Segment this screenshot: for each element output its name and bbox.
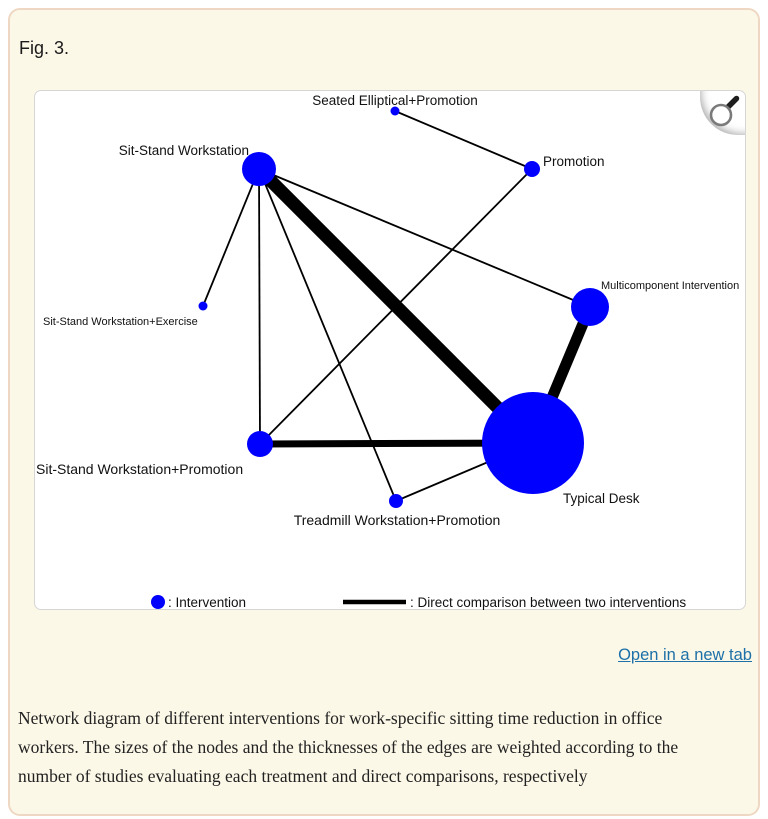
figure-caption: [18, 704, 754, 791]
legend-node-icon: [151, 595, 165, 609]
edge-sit-stand-workstation--multicomponent-intervention: [259, 169, 590, 307]
caption-line: workers. The sizes of the nodes and the thicknesses of the edges are weighted according to the: [18, 737, 679, 757]
caption-line: Network diagram of different interventions for work-specific sitting time reduction in office: [18, 708, 663, 728]
legend-edge-label: : Direct comparison between two interventions: [410, 595, 687, 610]
edge-sit-stand-workstation--treadmill-workstation-promotion: [259, 169, 396, 501]
figure-title: Fig. 3.: [19, 38, 70, 58]
network-diagram: [35, 91, 747, 611]
node-typical-desk[interactable]: [482, 392, 584, 494]
node-label-promotion: Promotion: [543, 154, 605, 169]
node-promotion[interactable]: [524, 161, 540, 177]
figure-zoom-button[interactable]: [700, 91, 745, 135]
node-multicomponent-intervention[interactable]: [571, 288, 609, 326]
node-label-sit-stand-workstation: Sit-Stand Workstation: [118, 143, 249, 158]
edge-sit-stand-workstation--sit-stand-workstation-exercise: [203, 169, 259, 306]
node-label-multicomponent-intervention: Multicomponent Intervention: [601, 280, 740, 292]
legend-node-label: : Intervention: [168, 595, 247, 610]
node-label-typical-desk: Typical Desk: [563, 491, 640, 506]
figure-panel: [34, 90, 746, 610]
node-label-sit-stand-workstation-exercise: Sit-Stand Workstation+Exercise: [43, 316, 198, 328]
node-sit-stand-workstation-exercise[interactable]: [199, 302, 208, 311]
node-label-sit-stand-workstation-promotion: Sit-Stand Workstation+Promotion: [36, 461, 244, 477]
node-label-treadmill-workstation-promotion: Treadmill Workstation+Promotion: [293, 512, 501, 528]
magnifier-icon: [700, 91, 745, 135]
caption-line: number of studies evaluating each treatment and direct comparisons, respectively: [18, 766, 588, 786]
node-treadmill-workstation-promotion[interactable]: [389, 494, 403, 508]
edge-sit-stand-workstation--sit-stand-workstation-promotion: [259, 169, 260, 444]
figure-card: [8, 8, 760, 816]
node-sit-stand-workstation-promotion[interactable]: [247, 431, 273, 457]
edge-seated-elliptical-promotion--promotion: [395, 111, 532, 169]
node-label-seated-elliptical-promotion: Seated Elliptical+Promotion: [312, 93, 478, 108]
open-new-tab-link[interactable]: Open in a new tab: [618, 646, 752, 664]
